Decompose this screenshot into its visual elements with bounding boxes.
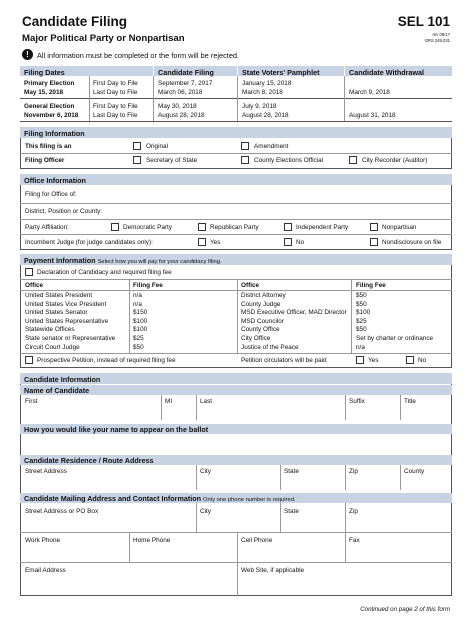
fee-amount-right: $50 [356, 326, 367, 334]
residence-street-input[interactable] [22, 476, 195, 488]
dates-col-pamphlet: State Voters' Pamphlet [242, 68, 320, 77]
incumbent-yes-checkbox[interactable] [198, 238, 206, 246]
fee-office-right: MSD Executive Officer, MAD Director [241, 309, 347, 317]
primary-election-name: Primary Election [24, 80, 75, 87]
fee-office-right: City Office [241, 335, 271, 342]
fee-office-left: United States Vice President [25, 300, 107, 308]
amendment-label: Amendment [254, 143, 289, 150]
last-name-input[interactable] [197, 405, 345, 418]
filing-type-label: This filing is an [25, 143, 72, 150]
fee-amount-left: n/a [133, 292, 142, 299]
district-input[interactable] [120, 205, 450, 217]
residence-state-input[interactable] [281, 476, 343, 488]
mailing-zip-label: Zip [349, 508, 358, 515]
fee-office-left: United States Senator [25, 309, 88, 317]
name-of-candidate-header: Name of Candidate [20, 385, 452, 395]
mailing-zip-input[interactable] [346, 516, 450, 530]
office-of-label: Filing for Office of: [25, 191, 77, 198]
general-pamphlet-first: July 9, 2018 [242, 103, 277, 110]
fee-col-header-left: Filing Fee [133, 282, 163, 289]
residence-city-label: City [200, 468, 212, 475]
secretary-of-state-checkbox[interactable] [133, 156, 141, 164]
fee-office-right: County Judge [241, 300, 281, 308]
work-phone-label: Work Phone [25, 537, 61, 544]
democratic-label: Democratic Party [123, 224, 173, 231]
office-info-header: Office Information [20, 174, 452, 185]
primary-election-date: May 15, 2018 [24, 89, 64, 96]
county-elections-checkbox[interactable] [241, 156, 249, 164]
fee-office-left: United States Representative [25, 317, 109, 325]
mailing-header: Candidate Mailing Address and Contact Information Only one phone number is required. [20, 493, 452, 503]
candidate-header: Candidate Information [20, 373, 452, 384]
form-title: Candidate Filing [22, 14, 128, 29]
circulators-no-label: No [418, 357, 427, 364]
republican-checkbox[interactable] [198, 223, 206, 231]
petition-checkbox[interactable] [25, 356, 33, 364]
circulators-label: Petition circulators will be paid [241, 357, 327, 364]
primary-filing-last: March 06, 2018 [158, 89, 203, 96]
footer-continued: Continued on page 2 of this form [360, 606, 450, 613]
suffix-input[interactable] [346, 405, 399, 418]
office-of-input[interactable] [92, 188, 450, 200]
warning-icon: ! [22, 49, 33, 60]
general-election-name: General Election [24, 103, 75, 110]
fee-amount-left: n/a [133, 300, 142, 308]
dates-col-filing-dates: Filing Dates [24, 68, 65, 77]
last-name-label: Last [200, 398, 213, 405]
general-last-label: Last Day to File [93, 112, 138, 119]
notice-text: All information must be completed or the form will be rejected. [37, 51, 240, 60]
fee-amount-right: $25 [356, 317, 367, 325]
declaration-checkbox[interactable] [25, 268, 33, 276]
home-phone-input[interactable] [130, 545, 235, 559]
dates-col-withdrawal: Candidate Withdrawal [349, 68, 425, 77]
first-name-label: First [25, 398, 38, 405]
fee-amount-right: $50 [356, 300, 367, 308]
fee-office-left: United States President [25, 292, 93, 299]
republican-label: Republican Party [210, 224, 259, 231]
ballot-name-header: How you would like your name to appear on the ballot [20, 424, 452, 434]
fee-office-left: State senator or Representative [25, 335, 116, 342]
circulators-no-checkbox[interactable] [406, 356, 414, 364]
general-pamphlet-last: August 28, 2018 [242, 112, 289, 119]
declaration-label: Declaration of Candidacy and required filing fee [37, 269, 172, 276]
democratic-checkbox[interactable] [111, 223, 119, 231]
form-id: SEL 101 [397, 14, 450, 29]
incumbent-no-label: No [296, 239, 305, 246]
original-label: Original [146, 143, 169, 150]
city-recorder-label: City Recorder (Auditor) [362, 157, 428, 164]
county-elections-label: County Elections Official [254, 157, 324, 164]
nondisclosure-label: Nondisclosure on file [382, 239, 442, 246]
general-filing-first: May 30, 2018 [158, 103, 197, 110]
fee-col-header-right: Filing Fee [356, 282, 386, 289]
fee-amount-left: $100 [133, 326, 148, 334]
independent-checkbox[interactable] [284, 223, 292, 231]
form-subtitle: Major Political Party or Nonpartisan [22, 33, 185, 44]
fee-office-right: District Attorney [241, 292, 286, 299]
primary-pamphlet-first: January 15, 2018 [242, 80, 292, 87]
ballot-name-input[interactable] [22, 436, 450, 453]
filing-officer-label: Filing Officer [25, 157, 65, 164]
fee-amount-left: $150 [133, 309, 148, 317]
mailing-state-label: State [284, 508, 299, 515]
mailing-city-input[interactable] [197, 516, 277, 530]
secretary-of-state-label: Secretary of State [146, 157, 198, 164]
payment-header: Payment Information Select how you will pay for your candidacy filing. [20, 254, 452, 265]
first-name-input[interactable] [22, 405, 160, 418]
cell-phone-label: Cell Phone [241, 537, 273, 544]
fee-amount-left: $50 [133, 343, 144, 351]
general-withdrawal: August 31, 2018 [349, 112, 396, 119]
cell-phone-input[interactable] [238, 545, 343, 559]
petition-label: Prospective Petition, instead of required filing fee [37, 357, 176, 364]
residence-city-input[interactable] [197, 476, 277, 488]
residence-county-label: County [404, 468, 425, 475]
district-label: District, Position or County: [25, 208, 103, 215]
dates-col-candidate-filing: Candidate Filing [158, 68, 214, 77]
residence-county-input[interactable] [401, 476, 450, 488]
city-recorder-checkbox[interactable] [349, 156, 357, 164]
original-checkbox[interactable] [133, 142, 141, 150]
email-label: Email Address [25, 567, 66, 574]
fee-office-right: County Office [241, 326, 280, 334]
fee-amount-left: $25 [133, 335, 144, 342]
residence-zip-input[interactable] [346, 476, 399, 488]
residence-state-label: State [284, 468, 299, 475]
mi-label: MI [165, 398, 173, 405]
primary-filing-first: September 7, 2017 [158, 80, 213, 87]
fee-office-left: Circuit Court Judge [25, 343, 80, 351]
fee-amount-right: $100 [356, 309, 371, 317]
title-input[interactable] [401, 405, 450, 418]
general-filing-last: August 28, 2018 [158, 112, 205, 119]
fee-amount-right: Set by charter or ordinance [356, 335, 434, 342]
website-input[interactable] [238, 576, 450, 593]
fax-input[interactable] [346, 545, 450, 559]
incumbent-no-checkbox[interactable] [284, 238, 292, 246]
primary-first-label: First Day to File [93, 80, 138, 87]
title-label: Title [404, 398, 416, 405]
website-label: Web Site, if applicable [241, 567, 305, 574]
nonpartisan-label: Nonpartisan [382, 224, 417, 231]
circulators-yes-checkbox[interactable] [356, 356, 364, 364]
work-phone-input[interactable] [22, 545, 127, 559]
fee-office-left: Statewide Offices [25, 326, 75, 334]
fax-label: Fax [349, 537, 360, 544]
residence-header: Candidate Residence / Route Address [20, 455, 452, 465]
amendment-checkbox[interactable] [241, 142, 249, 150]
residence-zip-label: Zip [349, 468, 358, 475]
incumbent-yes-label: Yes [210, 239, 221, 246]
nonpartisan-checkbox[interactable] [370, 223, 378, 231]
fee-amount-left: $100 [133, 317, 148, 325]
email-input[interactable] [22, 576, 235, 593]
filing-info-header: Filing Information [20, 127, 452, 138]
party-label: Party Affiliation: [25, 224, 69, 231]
independent-label: Independent Party [296, 224, 349, 231]
general-first-label: First Day to File [93, 103, 138, 110]
mailing-street-input[interactable] [22, 516, 195, 530]
circulators-yes-label: Yes [368, 357, 379, 364]
fee-office-right: Justice of the Peace [241, 343, 299, 351]
primary-pamphlet-last: March 8, 2018 [242, 89, 283, 96]
nondisclosure-checkbox[interactable] [370, 238, 378, 246]
form-revision: rev 09/17 [432, 32, 450, 37]
residence-street-label: Street Address [25, 468, 67, 475]
suffix-label: Suffix [349, 398, 365, 405]
fee-amount-right: n/a [356, 343, 365, 351]
mailing-street-label: Street Address or PO Box [25, 508, 99, 515]
fee-amount-right: $50 [356, 292, 367, 299]
incumbent-label: Incumbent Judge (for judge candidates only): [25, 239, 153, 246]
mailing-state-input[interactable] [281, 516, 343, 530]
primary-withdrawal: March 9, 2018 [349, 89, 390, 96]
office-col-header-right: Office [241, 282, 260, 289]
home-phone-label: Home Phone [133, 537, 171, 544]
fee-office-right: MSD Councilor [241, 317, 284, 325]
office-col-header-left: Office [25, 282, 44, 289]
general-election-date: November 6, 2018 [24, 112, 79, 119]
mi-input[interactable] [162, 405, 192, 418]
mailing-city-label: City [200, 508, 212, 515]
primary-last-label: Last Day to File [93, 89, 138, 96]
form-statute: ORS 249.031 [424, 38, 450, 43]
